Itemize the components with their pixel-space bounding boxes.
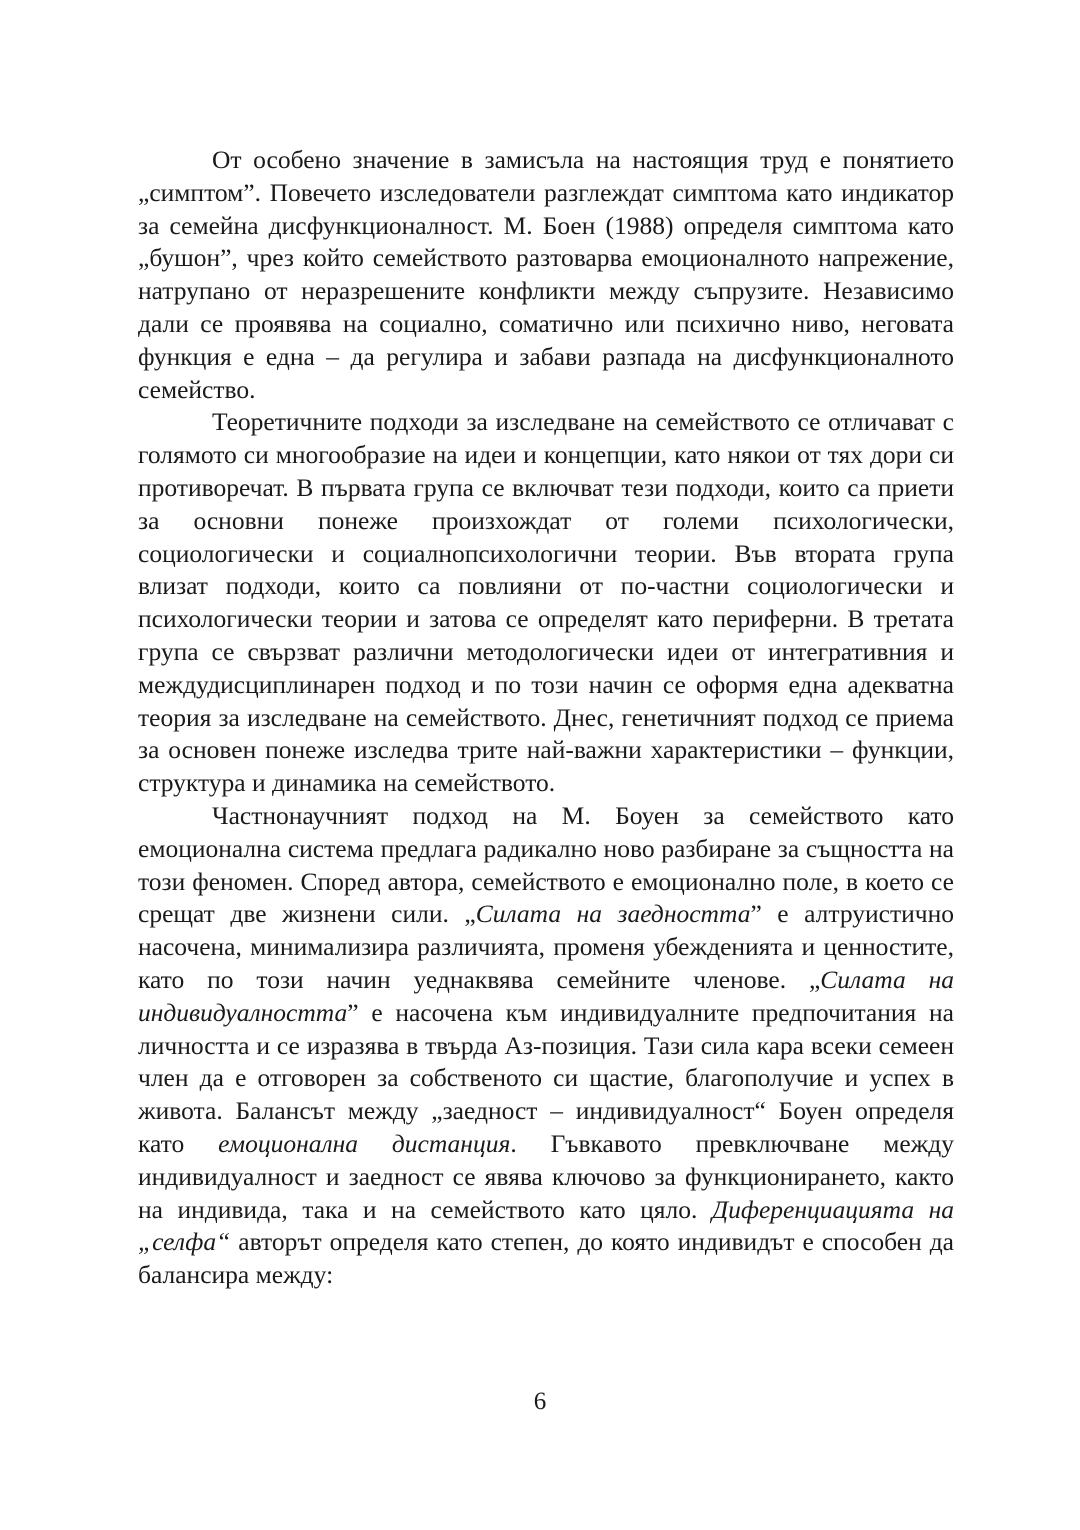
body-text	[138, 144, 954, 1292]
paragraph-2	[138, 406, 954, 800]
paragraph-3	[138, 800, 954, 1292]
page-number: 6	[533, 1388, 547, 1415]
paragraph-1-text: От особено значение в замисъла на настоящия труд е понятието „симптом”. Повечето изследователи разглеждат симптома като индикатор за семейна дисфункционалност. М. Боен (1988) определя симптома като „бушон”, чрез който семейството разтоварва емоционалното напрежение, натрупано от неразрешените конфликти между съпрузите. Независимо дали се проявява на социално, соматично или психично ниво, неговата функция е една – да регулира и забави разпада на дисфункционалното семейство.	[138, 145, 954, 404]
paragraph-3-text: авторът определя като степен, до която индивидът е способен да балансира между:	[138, 1227, 954, 1290]
term-emotional-distance: емоционална дистанция	[218, 1128, 511, 1158]
term-self-differentiation: Диференциацията на „селфа“	[138, 1194, 954, 1257]
paragraph-1	[138, 144, 954, 406]
term-individuality-force: Силата на индивидуалността	[138, 964, 954, 1027]
paragraph-3-text: Частнонаучният подход на М. Боуен за семейството като емоционална система предлага радикално ново разбиране за същността на този феномен. Според автора, семейството е емоционално поле, в което се срещат две жизнени сили. „	[138, 800, 954, 929]
paragraph-3-text: ” е алтруистично насочена, минимализира различията, променя убежденията и ценностите, като по този начин уеднаквява семейните членове. „	[138, 899, 954, 994]
term-togetherness-force: Силата на заедността	[475, 899, 751, 929]
paragraph-3-text: ” е насочена към индивидуалните предпочитания на личността и се изразява в твърда Аз-позиция. Тази сила кара всеки семеен член да е отговорен за собственото си щастие, благополучие и успех в живота. Балансът между „заедност – индивидуалност“ Боуен определя като	[138, 997, 954, 1158]
paragraph-2-text: Теоретичните подходи за изследване на семейството се отличават с голямото си многообразие на идеи и концепции, като някои от тях дори си противоречат. В първата група се включват тези подходи, които са приети за основни понеже произхождат от големи психологически, социологически и социалнопсихологични теории. Във втората група влизат подходи, които са повлияни от по-частни социологически и психологически теории и затова се определят като периферни. В третата група се свързват различни методологически идеи от интегративния и междудисциплинарен подход и по този начин се оформя една адекватна теория за изследване на семейството. Днес, генетичният подход се приема за основен понеже изследва трите най-важни характеристики – функции, структура и динамика на семейството.	[138, 407, 954, 798]
paragraph-3-text: . Гъвкавото превключване между индивидуалност и заедност се явява ключово за функционирането, както на индивида, така и на семейството като цяло.	[138, 1128, 955, 1224]
